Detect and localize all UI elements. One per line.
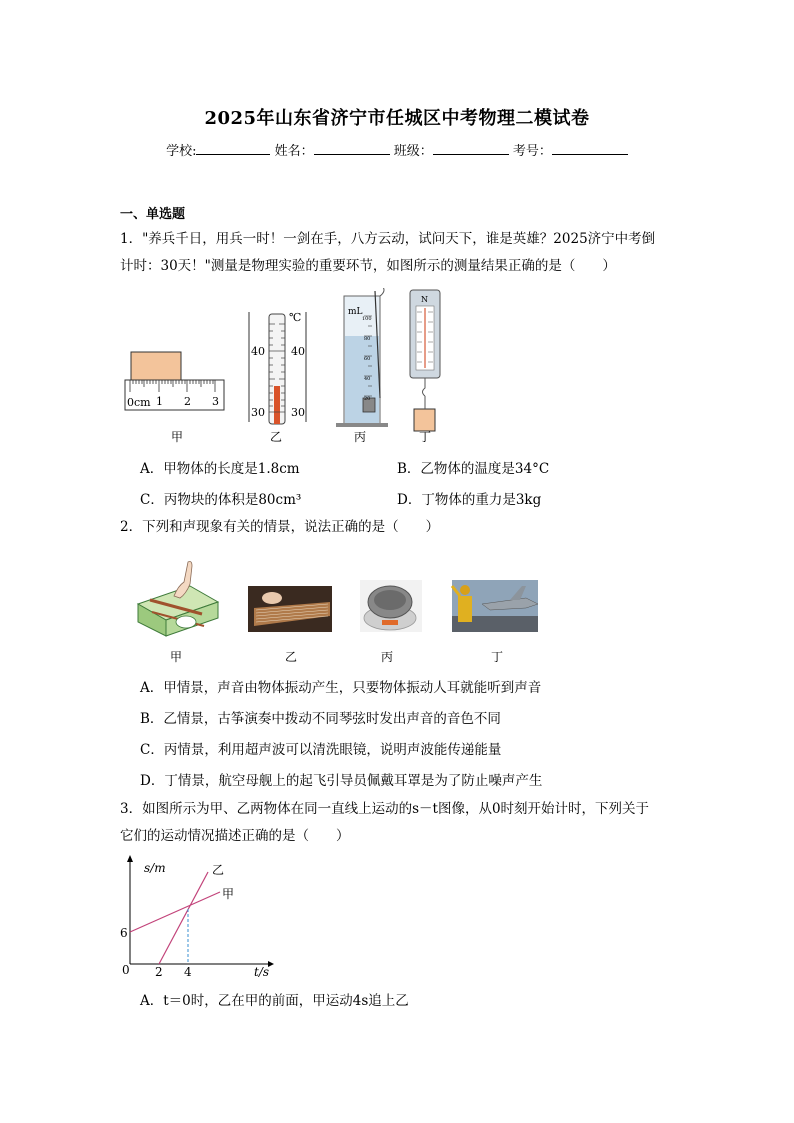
line-yi [159, 872, 208, 964]
cylinder-tick-20: 20 [364, 396, 371, 402]
q2-figure [130, 556, 550, 666]
school-blank [196, 142, 270, 155]
exam-no-blank [552, 142, 628, 155]
x-tick-4: 4 [184, 965, 192, 979]
q2-option-a[interactable]: A．甲情景，声音由物体振动产生，只要物体振动人耳就能听到声音 [140, 680, 542, 696]
ruler-block [131, 352, 181, 380]
thermo-left-40: 40 [251, 345, 265, 358]
cylinder-tick-100: 100 [362, 316, 372, 322]
thermo-left-30: 30 [251, 406, 265, 419]
class-blank [433, 142, 509, 155]
q2-image-ding [452, 580, 538, 632]
q3-stem [120, 796, 676, 850]
thermometer-unit: ℃ [289, 311, 302, 324]
cylinder-tick-80: 80 [364, 336, 371, 342]
thermo-right-30: 30 [291, 406, 305, 419]
q2-option-c[interactable]: C．丙情景，利用超声波可以清洗眼镜，说明声波能传递能量 [140, 742, 502, 758]
exam-no-label: 考号： [512, 144, 552, 159]
q1-caption-bing: 丙 [354, 430, 367, 444]
student-info-line [0, 140, 794, 159]
q1-caption-jia: 甲 [171, 430, 184, 444]
origin-label: 0 [122, 963, 130, 977]
y-axis-label: s/m [144, 861, 166, 875]
spring-scale-weight [414, 409, 435, 431]
name-label: 姓名： [274, 144, 314, 159]
line-label-jia: 甲 [222, 887, 235, 901]
ruler-label-2: 2 [184, 395, 191, 408]
y-tick-6: 6 [120, 926, 128, 940]
cylinder-tick-60: 60 [364, 356, 371, 362]
line-jia [130, 892, 220, 932]
thermometer-figure [249, 311, 306, 424]
thermometer-liquid [274, 386, 280, 424]
cylinder-figure [336, 288, 388, 427]
q3-option-a[interactable]: A．t＝0时，乙在甲的前面，甲运动4s追上乙 [140, 993, 409, 1009]
q2-image-yi [248, 586, 332, 632]
q3-st-graph [116, 852, 276, 982]
q1-stem [120, 226, 676, 280]
q1-stem-line2: 计时：30天！"测量是物理实验的重要环节，如图所示的测量结果正确的是（ ） [120, 258, 616, 274]
q1-option-d[interactable]: D．丁物体的重力是3kg [397, 492, 542, 508]
ruler-label-1: 1 [156, 395, 163, 408]
q3-stem-line2: 它们的运动情况描述正确的是（ ） [120, 828, 350, 844]
line-label-yi: 乙 [212, 863, 225, 877]
cylinder-tick-40: 40 [364, 376, 371, 382]
q1-stem-line1: 1．"养兵千日，用兵一时！一剑在手，八方云动，试问天下，谁是英雄？2025济宁中考倒 [120, 231, 656, 247]
q2-caption-jia: 甲 [170, 650, 183, 664]
q1-caption-ding: 丁 [419, 430, 432, 444]
spring-scale-unit: N [421, 295, 428, 304]
cylinder-unit: mL [348, 307, 363, 317]
q1-option-c[interactable]: C．丙物块的体积是80cm³ [140, 492, 302, 508]
q3-stem-line1: 3．如图所示为甲、乙两物体在同一直线上运动的s－t图像，从0时刻开始计时，下列关于 [120, 801, 650, 817]
q2-caption-yi: 乙 [285, 650, 298, 664]
guzheng-hand-icon [262, 592, 282, 604]
name-blank [314, 142, 390, 155]
q2-image-jia [138, 562, 218, 637]
ruler-label-0: 0cm [127, 396, 151, 409]
x-axis-label: t/s [254, 965, 270, 979]
school-label: 学校: [166, 144, 197, 159]
thermo-right-40: 40 [291, 345, 305, 358]
page-title: 2025年山东省济宁市任城区中考物理二模试卷 [204, 108, 590, 129]
q2-caption-ding: 丁 [491, 650, 504, 664]
q1-option-a[interactable]: A．甲物体的长度是1.8cm [140, 461, 300, 477]
x-tick-2: 2 [155, 965, 163, 979]
q2-option-b[interactable]: B．乙情景，古筝演奏中拨动不同琴弦时发出声音的音色不同 [140, 711, 501, 727]
spring-scale-figure [410, 290, 440, 431]
q2-image-bing [360, 580, 422, 632]
q2-stem: 2．下列和声现象有关的情景，说法正确的是（ ） [120, 519, 440, 535]
ruler-figure [125, 352, 224, 410]
q1-option-b[interactable]: B．乙物体的温度是34°C [397, 461, 550, 477]
q2-caption-bing: 丙 [381, 650, 394, 664]
q1-caption-yi: 乙 [270, 430, 283, 444]
ruler-label-3: 3 [212, 395, 219, 408]
q1-figure [118, 288, 448, 450]
class-label: 班级： [393, 144, 433, 159]
section-title: 一、单选题 [120, 207, 186, 222]
q2-option-d[interactable]: D．丁情景，航空母舰上的起飞引导员佩戴耳罩是为了防止噪声产生 [140, 773, 543, 789]
